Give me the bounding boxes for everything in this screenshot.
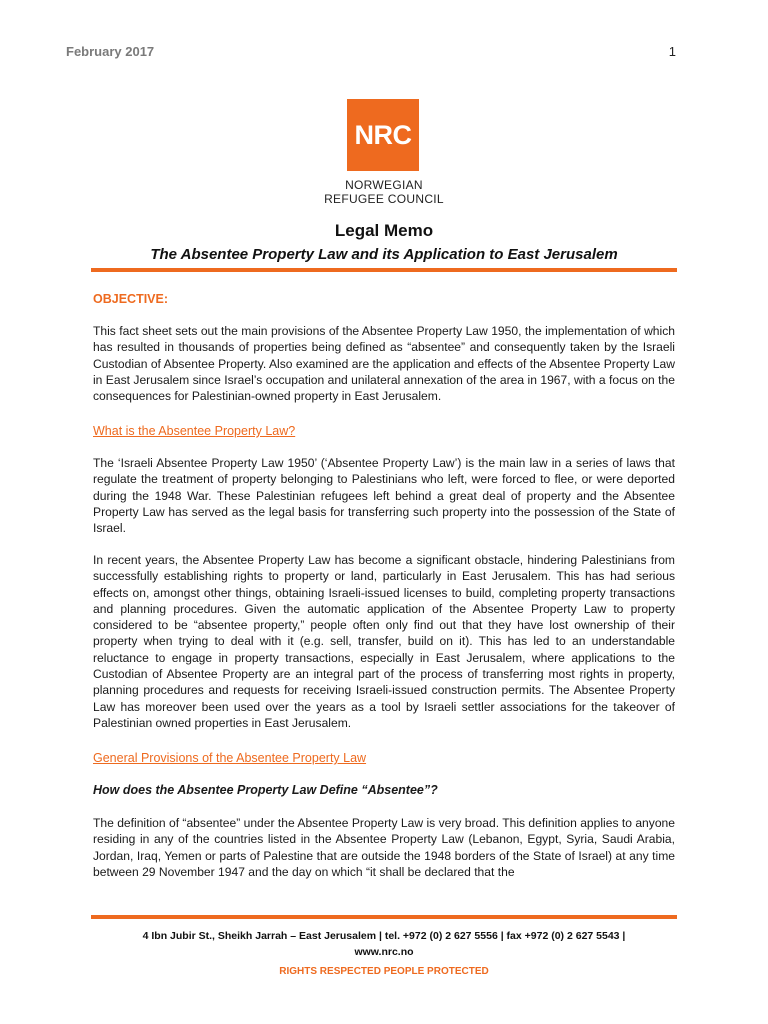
what-heading-link[interactable]: What is the Absentee Property Law? <box>93 424 296 438</box>
what-text-2: In recent years, the Absentee Property Law has become a significant obstacle, hindering Palestinians from successfully establishing rights to property or land, particularly in East Jerusalem. This has had serious effects on, amongst other things, obtaining Israeli-issued licenses to build, completing property transactions and planning procedures. Given the automatic application of the Absentee Property Law to property considered to be “absentee property,” people often only find out that they have lost ownership of their property when trying to deal with it (e.g. sell, transfer, build on it). This has led to an understandable reluctance to engage in property transactions, especially in East Jerusalem, where applications to the Custodian of Absentee Property are an integral part of the process of transferring most rights in property, planning procedures and requests for receiving Israeli-issued construction permits. The Absentee Property Law has moreover been used over the years as a tool by Israeli settler associations for the takeover of Palestinian owned properties in East Jerusalem. <box>93 553 675 730</box>
header-divider <box>91 268 677 272</box>
objective-paragraph <box>93 323 675 404</box>
page-title: Legal Memo <box>334 221 434 240</box>
memo-date: February 2017 <box>66 44 155 59</box>
objective-heading-text: OBJECTIVE: <box>93 292 169 306</box>
what-heading <box>93 423 675 439</box>
footer-divider <box>91 915 677 919</box>
general-heading <box>93 750 675 766</box>
define-heading-text: How does the Absentee Property Law Define “Absentee”? <box>93 783 438 797</box>
organization-name <box>0 178 768 206</box>
footer-tagline: RIGHTS RESPECTED PEOPLE PROTECTED <box>279 966 489 977</box>
objective-text: This fact sheet sets out the main provisions of the Absentee Property Law 1950, the implementation of which has resulted in thousands of properties being defined as “absentee” and consequently taken by the Israeli Custodian of Absentee Property. Also examined are the application and effects of the Absentee Property Law in East Jerusalem since Israel’s occupation and unilateral annexation of the area in 1967, with a focus on the consequences for Palestinian-owned property in East Jerusalem. <box>93 324 675 404</box>
page-subtitle: The Absentee Property Law and its Application to East Jerusalem <box>150 246 618 263</box>
footer-address: 4 Ibn Jubir St., Sheikh Jarrah – East Jerusalem | tel. +972 (0) 2 627 5556 | fax +972 (0) 2 627 5543 | <box>142 930 626 942</box>
org-line-1: NORWEGIAN <box>345 178 423 192</box>
what-text-1: The ‘Israeli Absentee Property Law 1950’ (‘Absentee Property Law’) is the main law in a series of laws that regulate the treatment of property belonging to Palestinians who left, were forced to flee, or were deported during the 1948 War. These Palestinian refugees left behind a great deal of property and the Absentee Property Law has served as the legal basis for transferring such property into the possession of the State of Israel. <box>93 456 675 536</box>
define-heading <box>93 782 675 798</box>
logo-text: NRC <box>354 119 412 150</box>
general-heading-link[interactable]: General Provisions of the Absentee Property Law <box>93 751 367 765</box>
what-paragraph-1 <box>93 455 675 536</box>
nrc-logo <box>347 99 419 171</box>
page-number: 1 <box>668 44 676 59</box>
footer-website[interactable]: www.nrc.no <box>354 946 414 958</box>
objective-heading <box>93 291 675 307</box>
org-line-2: REFUGEE COUNCIL <box>324 192 444 206</box>
define-text: The definition of “absentee” under the Absentee Property Law is very broad. This definition applies to anyone residing in any of the countries listed in the Absentee Property Law (Lebanon, Egypt, Syria, Saudi Arabia, Jordan, Iraq, Yemen or parts of Palestine that are outside the 1948 borders of the State of Israel) at any time between 29 November 1947 and the day on which “it shall be declared that the <box>93 816 675 879</box>
what-paragraph-2 <box>93 552 675 731</box>
define-paragraph <box>93 815 675 880</box>
